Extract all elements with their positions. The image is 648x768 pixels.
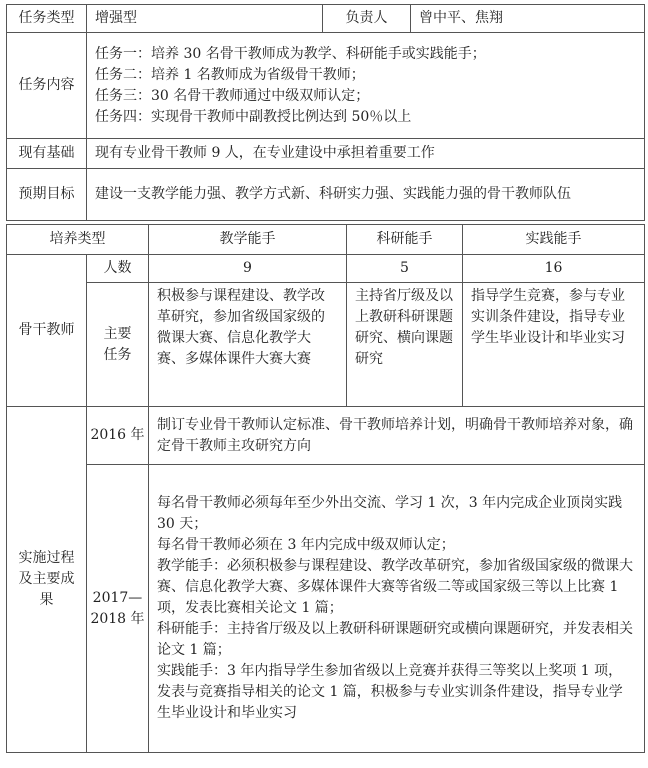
implementation-line: 教学能手：必须积极参与课程建设、教学改革研究，参加省级国家级的微课大赛、信息化教学大赛、多媒体课件大赛等省级二等或国家级三等以上比赛 1 项，发表比赛相关论文 1 篇； — [157, 558, 633, 616]
year-2016-label: 2016 年 — [87, 407, 149, 465]
owner-label: 负责人 — [323, 5, 411, 33]
year-2017-2018-label: 2017—2018 年 — [87, 465, 149, 753]
task-info-table — [6, 4, 645, 221]
owner-value: 曾中平、焦翔 — [411, 5, 645, 33]
basis-label: 现有基础 — [7, 139, 87, 169]
count-row — [7, 255, 645, 283]
implementation-line: 制订专业骨干教师认定标准、骨干教师培养计划，明确骨干教师培养对象，确定骨干教师主攻研究方向 — [157, 416, 633, 454]
task-item: 任务三：30 名骨干教师通过中级双师认定； — [95, 87, 370, 104]
backbone-teacher-label: 骨干教师 — [7, 255, 87, 407]
task-item: 任务四：实现骨干教师中副教授比例达到 50％以上 — [95, 108, 412, 125]
goal-value: 建设一支教学能力强、教学方式新、科研实力强、实践能力强的骨干教师队伍 — [87, 169, 645, 221]
goal-label: 预期目标 — [7, 169, 87, 221]
year-2017-2018-content — [149, 465, 645, 753]
task-content-list — [87, 33, 645, 139]
task-type-label: 任务类型 — [7, 5, 87, 33]
implementation-line: 科研能手：主持省厅级及以上教研科研课题研究或横向课题研究，并发表相关论文 1 篇； — [157, 621, 633, 658]
basis-row — [7, 139, 645, 169]
implementation-label: 实施过程及主要成果 — [7, 407, 87, 753]
task-type-value: 增强型 — [87, 5, 323, 33]
year-2017-2018-row — [7, 465, 645, 753]
research-header: 科研能手 — [347, 225, 463, 255]
basis-value: 现有专业骨干教师 9 人，在专业建设中承担着重要工作 — [87, 139, 645, 169]
count-label: 人数 — [87, 255, 149, 283]
year-2016-content — [149, 407, 645, 465]
task-item: 任务一：培养 30 名骨干教师成为教学、科研能手或实践能手； — [95, 45, 486, 62]
implementation-line: 每名骨干教师必须在 3 年内完成中级双师认定； — [157, 537, 455, 553]
task-content-label: 任务内容 — [7, 33, 87, 139]
teaching-tasks: 积极参与课程建设、教学改革研究，参加省级国家级的微课大赛、信息化教学大赛、多媒体课件大赛大赛 — [149, 283, 347, 407]
practice-tasks: 指导学生竞赛，参与专业实训条件建设，指导专业学生毕业设计和毕业实习 — [463, 283, 645, 407]
training-table — [6, 224, 645, 753]
task-item: 任务二：培养 1 名教师成为省级骨干教师； — [95, 66, 365, 83]
teaching-header: 教学能手 — [149, 225, 347, 255]
research-tasks: 主持省厅级及以上教研科研课题研究、横向课题研究 — [347, 283, 463, 407]
main-tasks-row — [7, 283, 645, 407]
year-2016-row — [7, 407, 645, 465]
implementation-line: 每名骨干教师必须每年至少外出交流、学习 1 次，3 年内完成企业顶岗实践 30 天； — [157, 495, 623, 532]
practice-header: 实践能手 — [463, 225, 645, 255]
training-type-header: 培养类型 — [7, 225, 149, 255]
practice-count: 16 — [463, 255, 645, 283]
training-header-row — [7, 225, 645, 255]
task-type-row — [7, 5, 645, 33]
task-content-row — [7, 33, 645, 139]
teaching-count: 9 — [149, 255, 347, 283]
research-count: 5 — [347, 255, 463, 283]
implementation-line: 实践能手：3 年内指导学生参加省级以上竞赛并获得三等奖以上奖项 1 项，发表与竞赛指导相关的论文 1 篇，积极参与专业实训条件建设，指导专业学生毕业设计和毕业实习 — [157, 663, 623, 721]
goal-row — [7, 169, 645, 221]
main-tasks-label: 主要任务 — [87, 283, 149, 407]
